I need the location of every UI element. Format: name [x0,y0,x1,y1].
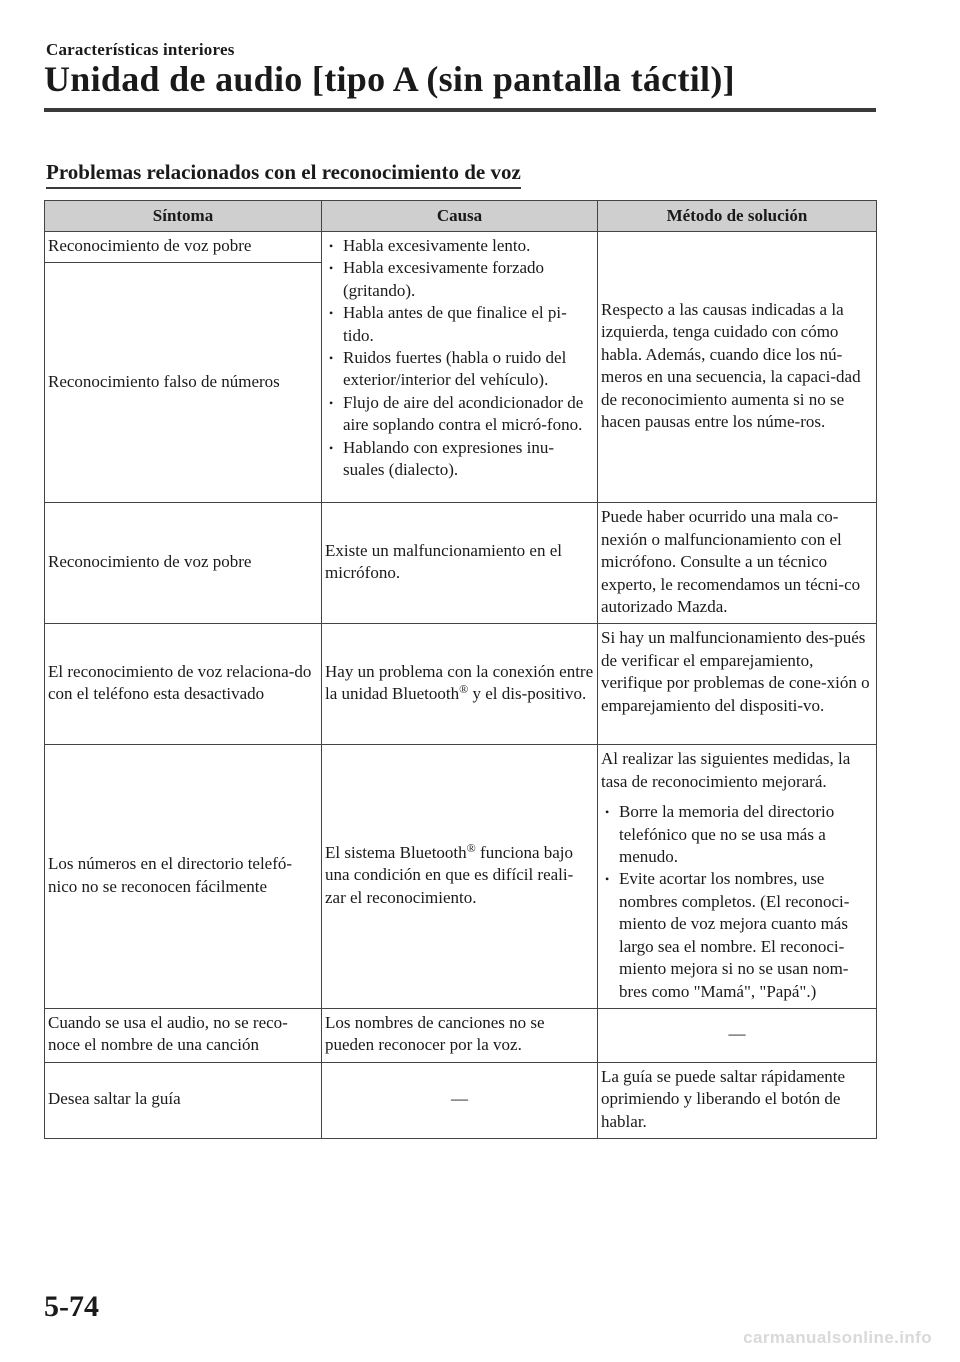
cause-text: Hay un problema con la conexión entre la unidad Bluetooth [325,662,594,704]
solution-cell: Puede haber ocurrido una mala co-nexión o malfuncionamiento con el micrófono. Consulte a un técnico experto, le recomendamos un técni-co autorizado Mazda. [598,503,877,624]
cause-list [325,235,594,481]
list-item: • Hablando con expresiones inu-suales (dialecto). [325,437,594,482]
symptom-cell: Reconocimiento de voz pobre [45,503,322,624]
cause-cell [322,745,598,1008]
symptom-cell: Cuando se usa el audio, no se reco-noce el nombre de una canción [45,1008,322,1062]
solution-list [601,801,873,1003]
page-number: 5-74 [44,1290,99,1323]
registered-mark: ® [466,841,476,856]
cause-cell [322,232,598,503]
table-row [45,745,877,1008]
list-item: • Habla antes de que finalice el pi-tido. [325,302,594,347]
cause-cell: Los nombres de canciones no se pueden reconocer por la voz. [322,1008,598,1062]
solution-intro: Al realizar las siguientes medidas, la tasa de reconocimiento mejorará. [601,749,851,791]
troubleshooting-table [44,200,877,1139]
cause-cell [322,624,598,745]
table-row [45,624,877,745]
cause-text: El sistema Bluetooth [325,843,467,863]
list-item: • Flujo de aire del acondicionador de aire soplando contra el micró-fono. [325,392,594,437]
solution-cell: — [598,1008,877,1062]
cause-cell: — [322,1062,598,1138]
list-item: • Habla excesivamente forzado (gritando). [325,257,594,302]
solution-cell: Si hay un malfuncionamiento des-pués de verificar el emparejamiento, verifique por problemas de cone-xión o emparejamiento del dispositi-vo. [598,624,877,745]
title-divider [44,108,876,112]
table-header-row [45,201,877,232]
watermark: carmanualsonline.info [743,1328,932,1347]
symptom-cell: Reconocimiento falso de números [45,263,322,503]
symptom-cell: Desea saltar la guía [45,1062,322,1138]
table-row [45,1062,877,1138]
list-item: • Habla excesivamente lento. [325,235,594,257]
symptom-cell: Los números en el directorio telefó-nico no se reconocen fácilmente [45,745,322,1008]
section-label: Características interiores [46,40,235,59]
cause-cell: Existe un malfuncionamiento en el micrófono. [322,503,598,624]
section-heading: Problemas relacionados con el reconocimiento de voz [46,160,521,189]
solution-cell: La guía se puede saltar rápidamente oprimiendo y liberando el botón de hablar. [598,1062,877,1138]
table-row [45,1008,877,1062]
solution-cell [598,745,877,1008]
header-cause: Causa [322,201,598,232]
registered-mark: ® [459,682,469,697]
list-item: • Borre la memoria del directorio telefónico que no se usa más a menudo. [601,801,873,868]
header-symptom: Síntoma [45,201,322,232]
page-title: Unidad de audio [tipo A (sin pantalla táctil)] [44,59,735,99]
solution-cell: Respecto a las causas indicadas a la izquierda, tenga cuidado con cómo habla. Además, cuando dice los nú-meros en una secuencia, la capaci-dad de reconocimiento aumenta si no se hacen pausas entre los núme-ros. [598,232,877,503]
table-row [45,503,877,624]
header-solution: Método de solución [598,201,877,232]
symptom-cell: El reconocimiento de voz relaciona-do con el teléfono esta desactivado [45,624,322,745]
cause-text-end: funciona bajo una condición en que es difícil reali-zar el reconocimiento. [325,843,574,907]
list-item: • Evite acortar los nombres, use nombres completos. (El reconoci-miento de voz mejora cuanto más largo sea el nombre. El reconoci-miento mejora si no se usan nom-bres como "Mamá", "Papá".) [601,868,873,1002]
table-row [45,232,877,263]
symptom-cell: Reconocimiento de voz pobre [45,232,322,263]
list-item: • Ruidos fuertes (habla o ruido del exterior/interior del vehículo). [325,347,594,392]
cause-text-end: y el dis-positivo. [468,684,587,704]
